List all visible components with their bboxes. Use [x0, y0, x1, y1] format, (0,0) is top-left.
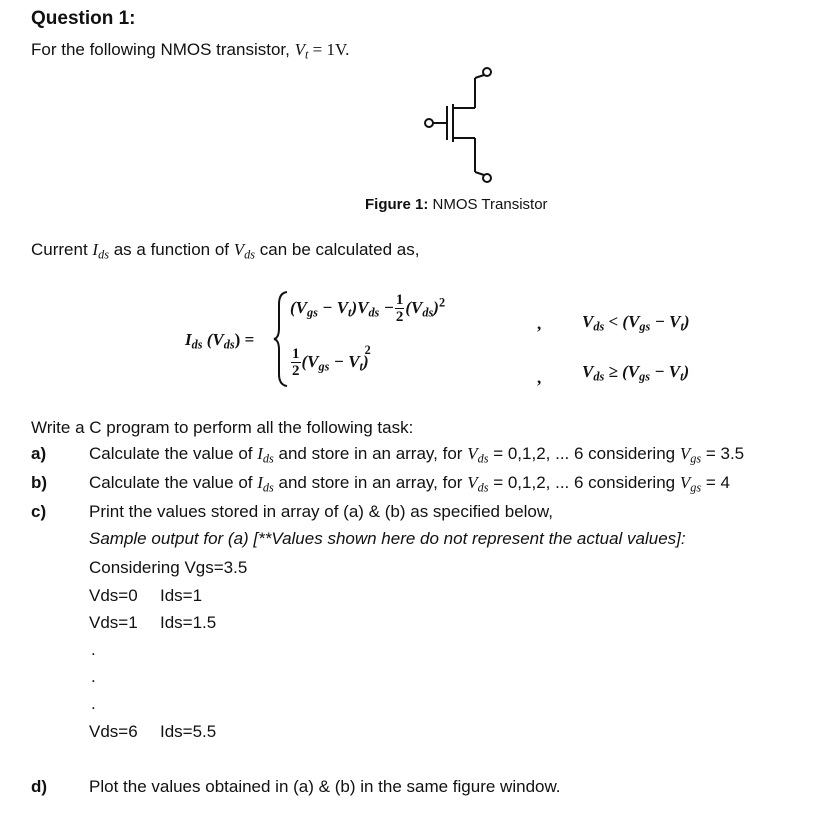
task-intro: Write a C program to perform all the following task: — [31, 418, 414, 437]
case1-a: (V — [290, 297, 307, 317]
case2-a: (V — [301, 351, 319, 371]
task-b-label: b) — [31, 473, 48, 492]
task-a-label: a) — [31, 444, 47, 463]
task-d-label: d) — [31, 777, 48, 796]
current-text-3: can be calculated as, — [255, 240, 420, 259]
task-b-p2: and store in an array, for — [273, 473, 468, 492]
cond1-sub-gs: gs — [639, 319, 651, 334]
gate-terminal-icon — [425, 119, 433, 127]
intro-line — [31, 40, 349, 60]
sample-row-vds: Vds=1 — [89, 613, 138, 632]
condition-2 — [582, 362, 689, 382]
formula-lhs — [185, 330, 254, 350]
cond1-a: V — [582, 312, 594, 331]
condition-1 — [582, 312, 690, 332]
task-b-vgs: V — [679, 473, 691, 492]
drain-terminal-icon — [483, 68, 491, 76]
task-a-text — [89, 444, 744, 464]
figure-label: Figure 1: — [365, 196, 429, 213]
cond2-a: V — [582, 362, 594, 381]
figure-caption — [365, 196, 548, 213]
cond2-c: − V — [649, 362, 681, 381]
case1-b: − V — [317, 297, 349, 317]
intro-text: For the following NMOS transistor, — [31, 40, 295, 59]
case1-sub-ds: ds — [368, 305, 380, 320]
cond1-b: < (V — [604, 312, 640, 331]
case1-half-den: 2 — [395, 309, 404, 325]
case1-sub-gs: gs — [307, 305, 318, 320]
case2-sub-t: t — [359, 359, 363, 374]
cond2-d: ) — [683, 362, 690, 381]
task-a-vgs: V — [679, 444, 691, 463]
ellipsis-dot: . — [91, 667, 96, 686]
sample-considering: Considering Vgs=3.5 — [89, 558, 248, 577]
case2-c: ) — [362, 351, 369, 371]
current-sentence — [31, 240, 419, 260]
cond2-b: ≥ (V — [604, 362, 640, 381]
case1-half-num: 1 — [395, 292, 404, 308]
lhs-arg-sub: ds — [223, 337, 235, 352]
sample-row-ids: Ids=1.5 — [160, 613, 217, 632]
task-a-vds-sub: ds — [477, 451, 489, 466]
sample-heading: Sample output for (a) [**Values shown here do not represent the actual values]: — [89, 529, 686, 548]
task-a-p2: and store in an array, for — [273, 444, 468, 463]
formula-brace — [273, 290, 289, 388]
cond2-sub-t: t — [680, 369, 684, 384]
task-b-ids: I — [257, 473, 263, 492]
task-a-p4: = 3.5 — [701, 444, 745, 463]
nmos-transistor-diagram — [415, 60, 505, 190]
case1-sub-t: t — [348, 305, 352, 320]
case1-d: − — [379, 297, 394, 317]
task-b-vds: V — [467, 473, 478, 492]
task-c-label: c) — [31, 502, 47, 521]
task-b-text — [89, 473, 730, 493]
lhs-i: I — [185, 330, 192, 349]
vds-symbol: V — [233, 240, 245, 259]
vt-value: = 1V. — [308, 40, 350, 59]
case2-half-fraction — [291, 346, 301, 379]
task-b-ids-sub: ds — [262, 480, 274, 495]
case2-b: − V — [329, 351, 360, 371]
task-a-ids: I — [257, 444, 263, 463]
current-text-1: Current — [31, 240, 93, 259]
task-b-vgs-sub: gs — [690, 480, 702, 495]
cond1-sub: ds — [593, 319, 605, 334]
sample-row-ids: Ids=5.5 — [160, 722, 217, 741]
lhs-arg: (V — [202, 330, 224, 349]
case2-sub-gs: gs — [318, 359, 330, 374]
formula-case-1 — [290, 292, 445, 325]
cond2-sub-gs: gs — [639, 369, 650, 384]
cond1-sub-t: t — [680, 319, 684, 334]
vt-symbol: V — [294, 40, 305, 59]
case1-f: ) — [433, 297, 439, 317]
case1-c: )V — [351, 297, 369, 317]
sample-row-ids: Ids=1 — [160, 586, 203, 605]
sample-row-vds: Vds=6 — [89, 722, 138, 741]
case2-half-num: 1 — [292, 346, 300, 362]
case2-comma: , — [537, 368, 542, 387]
vt-sub: t — [304, 47, 309, 62]
task-a-p1: Calculate the value of — [89, 444, 258, 463]
question-heading: Question 1: — [31, 8, 136, 29]
case2-sup: 2 — [364, 342, 371, 357]
ids-symbol: I — [92, 240, 99, 259]
task-a-vgs-sub: gs — [690, 451, 702, 466]
task-b-vds-sub: ds — [477, 480, 489, 495]
lhs-i-sub: ds — [191, 337, 203, 352]
cond2-sub: ds — [593, 369, 605, 384]
vds-sub: ds — [244, 247, 256, 262]
task-b-p3: = 0,1,2, ... 6 considering — [488, 473, 680, 492]
task-b-p1: Calculate the value of — [89, 473, 258, 492]
case1-half-fraction — [395, 292, 405, 325]
task-a-vds: V — [467, 444, 478, 463]
case1-sup: 2 — [438, 295, 446, 310]
case1-comma: , — [537, 314, 542, 333]
cond1-d: ) — [683, 312, 690, 331]
ids-sub: ds — [98, 247, 109, 262]
cond1-c: − V — [650, 312, 681, 331]
task-a-p3: = 0,1,2, ... 6 considering — [488, 444, 680, 463]
task-b-p4: = 4 — [701, 473, 730, 492]
formula-case-2 — [290, 342, 371, 379]
task-d-text: Plot the values obtained in (a) & (b) in the same figure window. — [89, 777, 561, 796]
case1-e: (V — [405, 297, 423, 317]
figure-text: NMOS Transistor — [428, 196, 548, 213]
task-a-ids-sub: ds — [262, 451, 274, 466]
source-terminal-icon — [483, 174, 491, 182]
ellipsis-dot: . — [91, 640, 96, 659]
lhs-end: ) = — [234, 330, 255, 349]
case2-half-den: 2 — [292, 363, 300, 379]
ellipsis-dot: . — [91, 694, 96, 713]
current-text-2: as a function of — [108, 240, 234, 259]
task-c-text: Print the values stored in array of (a) & (b) as specified below, — [89, 502, 553, 521]
sample-row-vds: Vds=0 — [89, 586, 138, 605]
case1-sub-ds2: ds — [422, 305, 434, 320]
